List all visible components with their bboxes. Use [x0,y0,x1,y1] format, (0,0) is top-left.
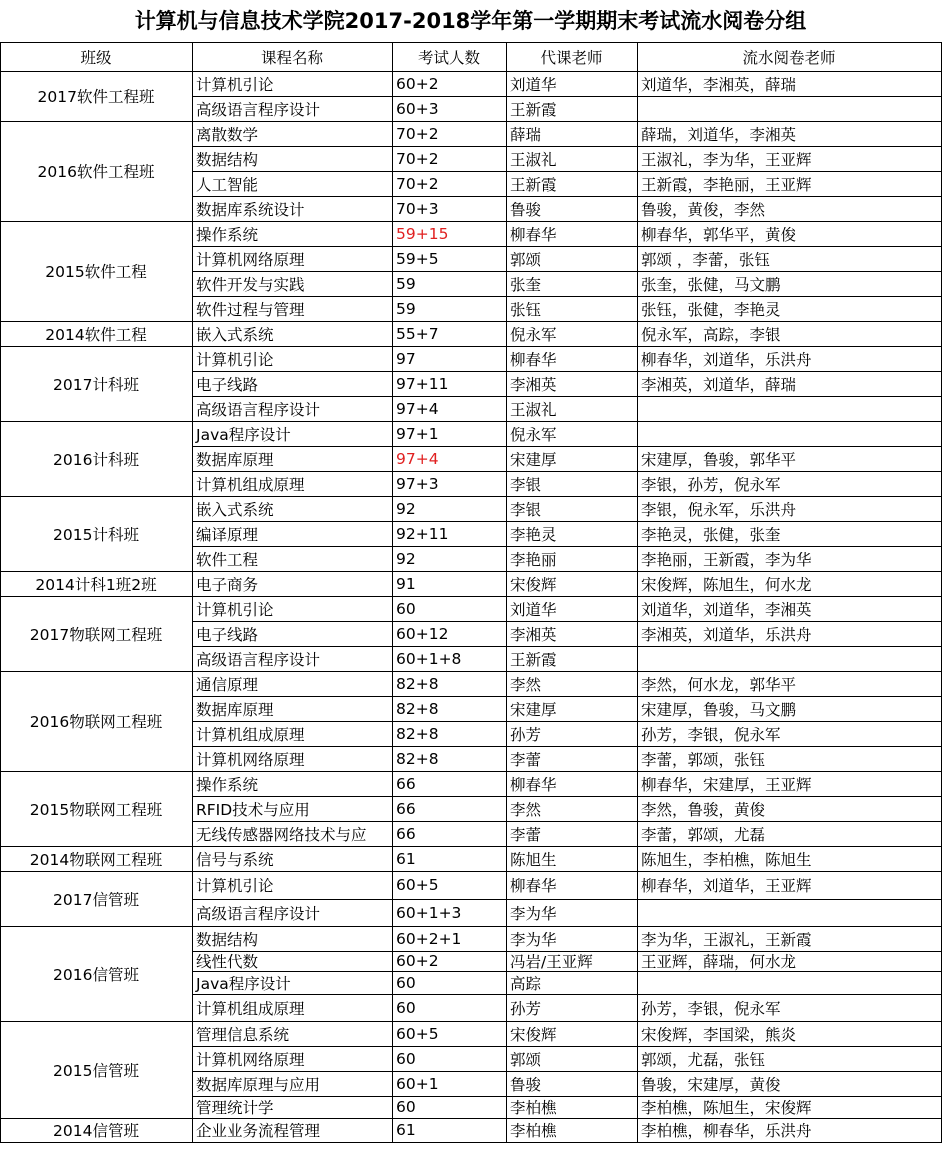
exam-count-cell: 82+8 [396,749,439,768]
course-cell: 操作系统 [196,775,259,794]
graders-cell: 李银，倪永军，乐洪舟 [641,500,797,519]
teacher-cell: 李柏樵 [510,1099,557,1117]
teacher-cell: 宋建厚 [510,450,557,469]
graders-cell: 张奎，张健，马文鹏 [641,275,781,294]
course-cell: 企业业务流程管理 [196,1122,321,1140]
class-cell: 2015信管班 [53,1061,139,1080]
graders-cell: 王新霞，李艳丽，王亚辉 [641,175,812,194]
teacher-cell: 柳春华 [510,225,557,244]
class-cell: 2014物联网工程班 [29,850,163,869]
course-cell: 操作系统 [196,225,259,244]
exam-count-cell: 97+11 [396,374,449,393]
course-cell: 人工智能 [196,175,259,194]
graders-cell: 郭颂，尤磊，张钰 [641,1050,766,1069]
course-cell: 计算机组成原理 [196,999,305,1018]
teacher-cell: 王新霞 [510,100,557,119]
graders-cell: 王亚辉，薛瑞，何水龙 [641,953,797,971]
class-cell: 2016物联网工程班 [29,713,163,731]
graders-cell: 张钰，张健，李艳灵 [641,300,781,319]
teacher-cell: 李柏樵 [510,1122,557,1140]
class-cell: 2016计科班 [53,450,139,469]
teacher-cell: 李蕾 [510,750,542,769]
graders-cell: 郭颂 ，李蕾，张钰 [641,250,770,269]
graders-cell: 李然，何水龙，郭华平 [641,675,797,694]
exam-count-cell: 60+1 [396,1074,439,1093]
class-cell: 2014计科1班2班 [35,575,157,594]
teacher-cell: 李艳灵 [510,525,557,544]
teacher-cell: 宋建厚 [510,700,557,719]
teacher-cell: 王淑礼 [510,400,557,419]
course-cell: 计算机引论 [196,350,274,369]
teacher-cell: 李然 [510,800,542,819]
course-cell: 计算机网络原理 [196,750,305,769]
graders-cell: 李湘英，刘道华，乐洪舟 [641,625,812,644]
course-cell: 管理信息系统 [196,1025,290,1044]
graders-cell: 倪永军，高踪，李银 [641,325,781,344]
class-cell: 2015计科班 [53,525,139,544]
course-cell: 无线传感器网络技术与应 [196,825,367,844]
course-cell: 计算机组成原理 [196,725,305,744]
graders-cell [637,899,941,926]
teacher-cell: 李为华 [510,930,557,949]
grid-line [392,42,393,1143]
graders-cell: 鲁骏，宋建厚，黄俊 [641,1075,781,1094]
course-cell: 数据库原理 [196,450,274,469]
grid-line [0,71,942,72]
teacher-cell: 郭颂 [510,250,542,269]
exam-count-cell: 61 [396,1121,416,1139]
exam-count-cell: 59 [396,274,416,293]
exam-count-cell: 60+12 [396,624,449,643]
exam-count-cell: 70+2 [396,174,439,193]
class-cell: 2016软件工程班 [37,163,155,181]
course-cell: RFID技术与应用 [196,800,310,819]
teacher-cell: 薛瑞 [510,125,542,144]
exam-count-cell: 60+3 [396,99,439,118]
course-cell: 数据库系统设计 [196,200,305,219]
graders-cell: 宋建厚，鲁骏，郭华平 [641,450,797,469]
teacher-cell: 王新霞 [510,175,557,194]
graders-cell: 宋俊辉，李国梁，熊炎 [641,1025,797,1044]
class-cell: 2014软件工程 [45,325,147,344]
teacher-cell: 郭颂 [510,1050,542,1069]
teacher-cell: 李银 [510,500,542,519]
column-header: 课程名称 [260,48,323,67]
teacher-cell: 宋俊辉 [510,575,557,594]
course-cell: 计算机网络原理 [196,1050,305,1069]
graders-cell [637,396,941,421]
teacher-cell: 张钰 [510,300,542,319]
course-cell: 高级语言程序设计 [196,904,321,923]
exam-count-cell: 66 [396,774,416,793]
teacher-cell: 柳春华 [510,877,557,895]
class-cell: 2017物联网工程班 [29,625,163,644]
course-cell: 管理统计学 [196,1099,274,1117]
graders-cell: 宋建厚，鲁骏，马文鹏 [641,700,797,719]
teacher-cell: 柳春华 [510,775,557,794]
course-cell: 软件过程与管理 [196,300,305,319]
exam-count-cell: 60 [396,973,416,992]
graders-cell: 鲁骏，黄俊，李然 [641,200,766,219]
exam-count-cell: 60+2 [396,74,439,93]
teacher-cell: 李湘英 [510,375,557,394]
course-cell: 数据结构 [196,930,259,949]
exam-count-cell: 82+8 [396,724,439,743]
exam-count-cell: 92 [396,549,416,568]
graders-cell: 孙芳，李银，倪永军 [641,725,781,744]
exam-count-cell: 60 [396,998,416,1017]
exam-count-cell: 91 [396,574,416,593]
course-cell: 电子线路 [196,375,259,394]
exam-count-cell: 55+7 [396,324,439,343]
course-cell: 软件开发与实践 [196,275,305,294]
graders-cell [637,971,941,994]
course-cell: 嵌入式系统 [196,500,274,519]
grid-line [0,42,1,1143]
teacher-cell: 刘道华 [510,600,557,619]
graders-cell: 宋俊辉，陈旭生，何水龙 [641,575,812,594]
teacher-cell: 王新霞 [510,650,557,669]
page-title: 计算机与信息技术学院2017-2018学年第一学期期末考试流水阅卷分组 [134,9,807,33]
course-cell: 电子线路 [196,625,259,644]
graders-cell: 柳春华，宋建厚，王亚辉 [641,775,812,794]
grid-line [506,42,507,1143]
exam-count-cell: 70+2 [396,149,439,168]
class-cell: 2014信管班 [53,1122,139,1140]
exam-count-cell: 92+11 [396,524,449,543]
graders-cell: 孙芳，李银，倪永军 [641,999,781,1018]
teacher-cell: 李为华 [510,904,557,923]
graders-cell: 柳春华，刘道华，王亚辉 [641,877,812,895]
graders-cell: 李蕾，郭颂，张钰 [641,750,766,769]
exam-count-cell: 60+5 [396,876,439,894]
course-cell: 高级语言程序设计 [196,400,321,419]
column-header: 考试人数 [417,48,480,67]
course-cell: 嵌入式系统 [196,325,274,344]
exam-count-cell: 59+5 [396,249,439,268]
exam-count-cell: 60+2+1 [396,929,462,948]
class-cell: 2017信管班 [53,890,139,909]
class-cell: 2015软件工程 [45,263,147,281]
graders-cell: 刘道华，李湘英，薛瑞 [641,75,797,94]
column-header: 班级 [80,48,112,67]
exam-count-cell: 82+8 [396,674,439,693]
graders-cell: 李艳灵，张健，张奎 [641,525,781,544]
teacher-cell: 孙芳 [510,999,542,1018]
exam-count-cell: 82+8 [396,699,439,718]
teacher-cell: 李银 [510,475,542,494]
exam-count-cell: 60 [396,1098,416,1116]
graders-cell: 李艳丽，王新霞，李为华 [641,550,812,569]
grid-line [941,42,942,1143]
graders-cell: 李柏樵，陈旭生，宋俊辉 [641,1099,812,1117]
teacher-cell: 陈旭生 [510,850,557,869]
grid-line [0,1142,942,1143]
course-cell: 线性代数 [196,953,259,971]
teacher-cell: 张奎 [510,275,542,294]
course-cell: Java程序设计 [196,425,291,444]
graders-cell: 李柏樵，柳春华，乐洪舟 [641,1122,812,1140]
course-cell: 软件工程 [196,550,259,569]
course-cell: 高级语言程序设计 [196,100,321,119]
exam-count-cell: 97+1 [396,424,439,443]
course-cell: 计算机组成原理 [196,475,305,494]
course-cell: 计算机引论 [196,877,274,895]
course-cell: 计算机网络原理 [196,250,305,269]
course-cell: 数据库原理 [196,700,274,719]
exam-count-cell: 59+15 [396,224,449,243]
teacher-cell: 冯岩/王亚辉 [510,953,593,971]
grid-line [0,42,942,43]
teacher-cell: 孙芳 [510,725,542,744]
teacher-cell: 李蕾 [510,825,542,844]
exam-count-cell: 66 [396,799,416,818]
exam-count-cell: 59 [396,299,416,318]
course-cell: Java程序设计 [196,974,291,993]
course-cell: 数据结构 [196,150,259,169]
course-cell: 信号与系统 [196,850,274,869]
course-cell: 通信原理 [196,675,259,694]
graders-cell: 李银，孙芳，倪永军 [641,475,781,494]
graders-cell: 薛瑞，刘道华，李湘英 [641,125,797,144]
column-header: 代课老师 [540,48,603,67]
graders-cell: 李然，鲁骏，黄俊 [641,800,766,819]
graders-cell: 李蕾，郭颂，尤磊 [641,825,766,844]
course-cell: 编译原理 [196,525,259,544]
teacher-cell: 李然 [510,675,542,694]
teacher-cell: 倪永军 [510,425,557,444]
course-cell: 计算机引论 [196,600,274,619]
exam-count-cell: 60+1+3 [396,903,462,922]
teacher-cell: 倪永军 [510,325,557,344]
teacher-cell: 柳春华 [510,350,557,369]
teacher-cell: 鲁骏 [510,200,542,219]
graders-cell [637,96,941,121]
teacher-cell: 李湘英 [510,625,557,644]
graders-cell: 陈旭生，李柏樵，陈旭生 [641,850,812,869]
teacher-cell: 李艳丽 [510,550,557,569]
grid-line [192,42,193,1143]
exam-count-cell: 60+1+8 [396,649,462,668]
graders-cell: 刘道华，刘道华，李湘英 [641,600,812,619]
graders-cell: 柳春华，郭华平，黄俊 [641,225,797,244]
course-cell: 离散数学 [196,125,259,144]
exam-count-cell: 97+4 [396,449,439,468]
exam-count-cell: 97 [396,349,416,368]
graders-cell: 李为华，王淑礼，王新霞 [641,930,812,949]
exam-count-cell: 60 [396,1049,416,1068]
graders-cell [637,646,941,671]
course-cell: 数据库原理与应用 [196,1075,321,1094]
exam-count-cell: 60+2 [396,952,439,970]
course-cell: 电子商务 [196,575,259,594]
class-cell: 2015物联网工程班 [29,800,163,819]
teacher-cell: 高踪 [510,974,542,993]
graders-cell [637,421,941,446]
graders-cell: 王淑礼，李为华，王亚辉 [641,150,812,169]
exam-count-cell: 70+2 [396,124,439,143]
class-cell: 2016信管班 [53,965,139,984]
course-cell: 计算机引论 [196,75,274,94]
exam-count-cell: 66 [396,824,416,843]
graders-cell: 李湘英，刘道华，薛瑞 [641,375,797,394]
course-cell: 高级语言程序设计 [196,650,321,669]
teacher-cell: 王淑礼 [510,150,557,169]
graders-cell: 柳春华，刘道华，乐洪舟 [641,350,812,369]
teacher-cell: 宋俊辉 [510,1025,557,1044]
teacher-cell: 刘道华 [510,75,557,94]
exam-count-cell: 97+3 [396,474,439,493]
exam-count-cell: 70+3 [396,199,439,218]
column-header: 流水阅卷老师 [742,48,836,67]
exam-count-cell: 92 [396,499,416,518]
exam-count-cell: 61 [396,849,416,868]
class-cell: 2017计科班 [53,375,139,394]
exam-count-cell: 60 [396,599,416,618]
grid-line [637,42,638,1143]
teacher-cell: 鲁骏 [510,1075,542,1094]
exam-count-cell: 97+4 [396,399,439,418]
class-cell: 2017软件工程班 [37,88,155,106]
exam-count-cell: 60+5 [396,1024,439,1043]
